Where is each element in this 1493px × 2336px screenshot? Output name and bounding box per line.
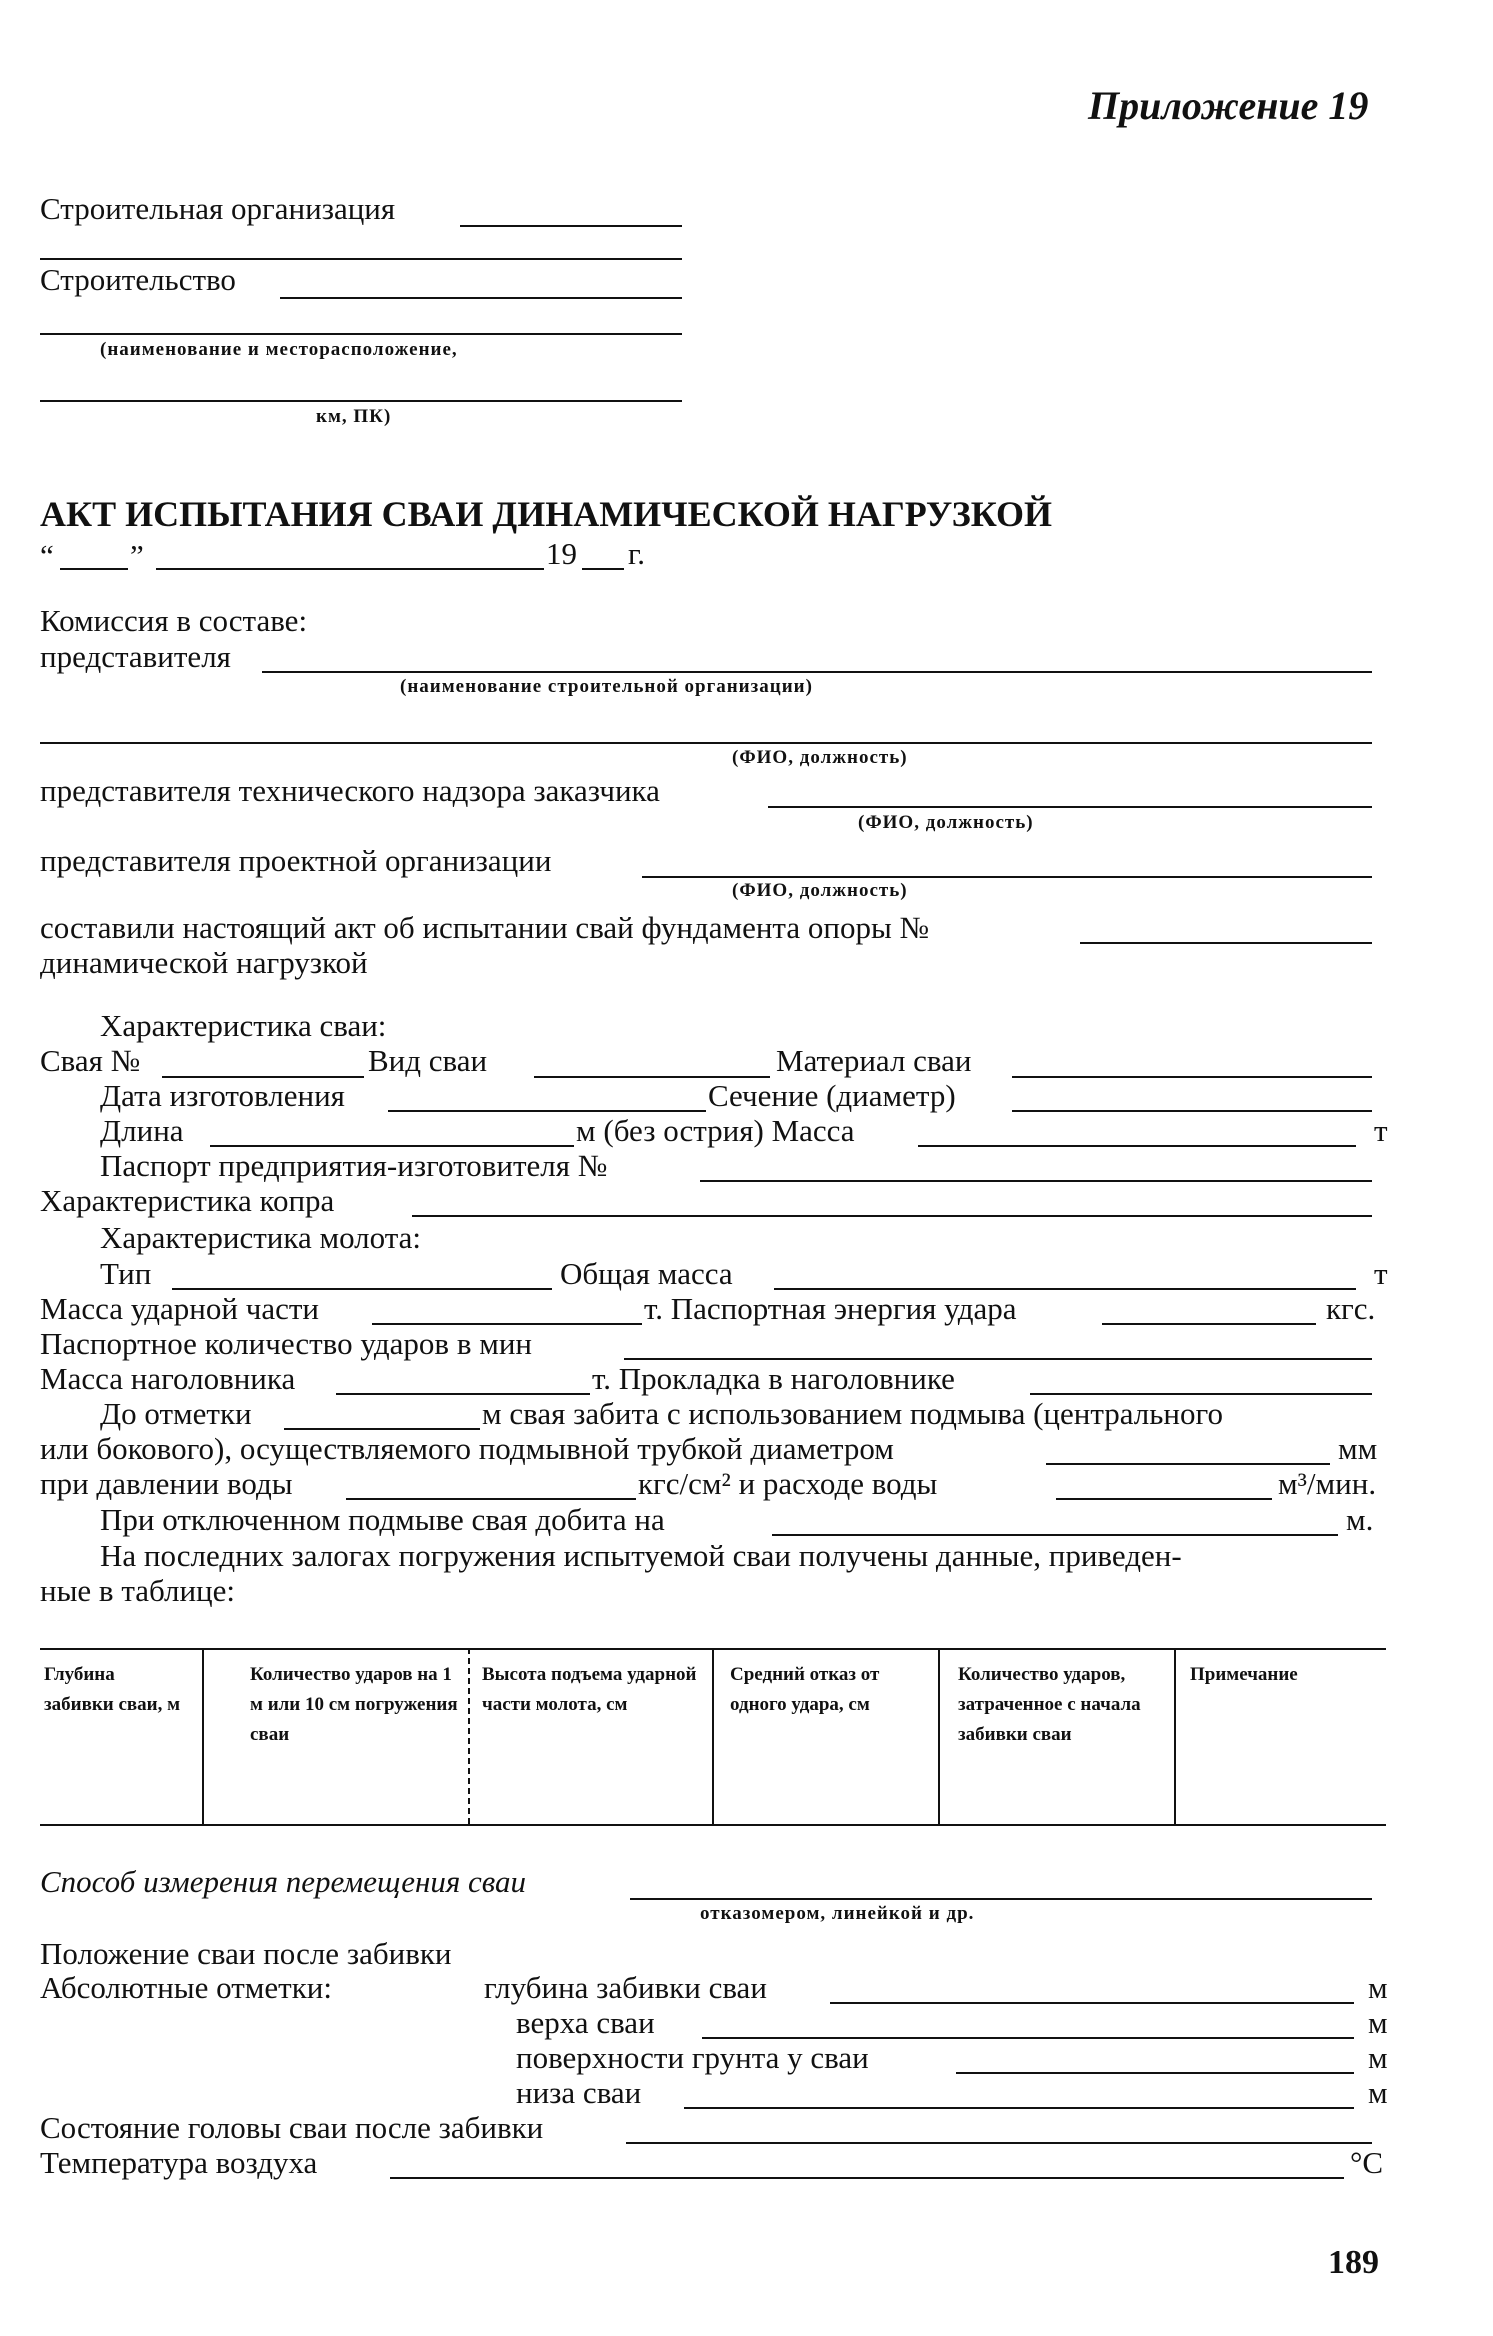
representative-fio-field[interactable] <box>40 742 1372 744</box>
tech-supervision-caption: (ФИО, должность) <box>858 812 1034 833</box>
design-org-label: представителя проектной организации <box>40 843 552 878</box>
pile-mass-unit: т <box>1374 1113 1388 1148</box>
water-flow-field[interactable] <box>1056 1498 1272 1500</box>
table-header-cell: Средний отказ от одного удара, см <box>730 1664 880 1715</box>
date-year-prefix: 19 <box>546 536 577 571</box>
table-header-cell: Количество ударов на 1 м или 10 см погружения сваи <box>250 1664 458 1745</box>
measure-method-label: Способ измерения перемещения сваи <box>40 1864 527 1899</box>
tube-diameter-field[interactable] <box>1046 1463 1330 1465</box>
org-field[interactable] <box>460 225 682 227</box>
support-number-field[interactable] <box>1080 942 1372 944</box>
hammer-energy-field[interactable] <box>1102 1323 1316 1325</box>
to-mark-label: До отметки <box>100 1396 252 1431</box>
hammer-energy-label: т. Паспортная энергия удара <box>644 1291 1017 1326</box>
hammer-type-label: Тип <box>100 1256 152 1291</box>
site-label: Строительство <box>40 262 236 297</box>
appendix-label: Приложение 19 <box>1088 83 1369 128</box>
pile-bottom-label: низа сваи <box>516 2075 642 2110</box>
depth-field[interactable] <box>830 2002 1354 2004</box>
striking-mass-field[interactable] <box>372 1323 642 1325</box>
head-state-label: Состояние головы сваи после забивки <box>40 2110 544 2145</box>
table-header-cell: Количество ударов, затраченное с начала забивки сваи <box>958 1664 1141 1745</box>
table-bottom-border <box>40 1824 1386 1826</box>
representative-fio-caption: (ФИО, должность) <box>732 747 908 768</box>
striking-mass-label: Масса ударной части <box>40 1291 319 1326</box>
depth-unit: м <box>1368 1970 1388 2005</box>
tech-supervision-field[interactable] <box>768 806 1372 808</box>
date-year-suffix: г. <box>628 536 645 571</box>
date-open-quote: “ <box>40 538 54 573</box>
measure-method-caption: отказомером, линейкой и др. <box>700 1903 975 1924</box>
date-day-field[interactable] <box>60 568 128 570</box>
site-field[interactable] <box>280 297 682 299</box>
representative-caption: (наименование строительной организации) <box>400 676 813 697</box>
table-col-divider <box>938 1648 940 1824</box>
pile-driver-label: Характеристика копра <box>40 1183 335 1218</box>
pile-passport-label: Паспорт предприятия-изготовителя № <box>100 1148 608 1183</box>
design-org-field[interactable] <box>642 876 1372 878</box>
table-col-divider <box>1174 1648 1176 1824</box>
hammer-type-field[interactable] <box>172 1288 552 1290</box>
pile-material-field[interactable] <box>1012 1076 1372 1078</box>
pile-length-unit: м (без острия) Масса <box>576 1113 855 1148</box>
pile-passport-field[interactable] <box>700 1180 1372 1182</box>
header-rule <box>40 258 682 260</box>
table-header-cell: Примечание <box>1190 1664 1298 1685</box>
water-pressure-label: при давлении воды <box>40 1466 293 1501</box>
cap-pad-field[interactable] <box>1030 1393 1372 1395</box>
document-title: АКТ ИСПЫТАНИЯ СВАИ ДИНАМИЧЕСКОЙ НАГРУЗКОЙ <box>40 494 1052 534</box>
representative-label: представителя <box>40 639 231 674</box>
site-field-3[interactable] <box>40 400 682 402</box>
site-caption-1: (наименование и месторасположение, <box>100 339 458 360</box>
table-header-cell: Глубина забивки сваи, м <box>44 1664 181 1715</box>
act-text: составили настоящий акт об испытании свай фундамента опоры № <box>40 910 930 945</box>
measure-method-field[interactable] <box>630 1898 1372 1900</box>
air-temp-unit: °С <box>1350 2145 1384 2180</box>
hammer-total-mass-field[interactable] <box>774 1288 1356 1290</box>
hammer-energy-unit: кгс. <box>1326 1291 1376 1326</box>
date-month-field[interactable] <box>156 568 544 570</box>
hammer-total-mass-label: Общая масса <box>560 1256 733 1291</box>
jetting-off-field[interactable] <box>772 1534 1338 1536</box>
page-number: 189 <box>1328 2244 1379 2281</box>
blows-per-minute-label: Паспортное количество ударов в мин <box>40 1326 533 1361</box>
tech-supervision-label: представителя технического надзора заказчика <box>40 773 660 808</box>
pile-top-field[interactable] <box>702 2037 1354 2039</box>
commission-label: Комиссия в составе: <box>40 603 308 638</box>
pile-driver-field[interactable] <box>412 1215 1372 1217</box>
pile-heading: Характеристика сваи: <box>100 1008 387 1043</box>
representative-field[interactable] <box>262 671 1372 673</box>
pile-mass-field[interactable] <box>918 1145 1356 1147</box>
pile-section-field[interactable] <box>1012 1110 1372 1112</box>
site-field-2[interactable] <box>40 333 682 335</box>
jetting-line-2: или бокового), осуществляемого подмывной трубкой диаметром <box>40 1431 894 1466</box>
pile-material-label: Материал сваи <box>776 1043 972 1078</box>
pile-position-label: Положение сваи после забивки <box>40 1936 452 1971</box>
pile-date-label: Дата изготовления <box>100 1078 345 1113</box>
absolute-marks-label: Абсолютные отметки: <box>40 1970 332 2005</box>
to-mark-field[interactable] <box>284 1428 480 1430</box>
blows-per-minute-field[interactable] <box>624 1358 1372 1360</box>
design-org-caption: (ФИО, должность) <box>732 880 908 901</box>
pile-length-field[interactable] <box>210 1145 574 1147</box>
org-label: Строительная организация <box>40 191 396 226</box>
air-temp-field[interactable] <box>390 2177 1344 2179</box>
pile-bottom-unit: м <box>1368 2075 1388 2110</box>
table-col-divider <box>712 1648 714 1824</box>
cap-mass-label: Масса наголовника <box>40 1361 296 1396</box>
date-year-field[interactable] <box>582 568 624 570</box>
water-pressure-unit: кгс/см² и расходе воды <box>638 1466 938 1501</box>
water-pressure-field[interactable] <box>346 1498 636 1500</box>
pile-bottom-field[interactable] <box>684 2107 1354 2109</box>
hammer-heading: Характеристика молота: <box>100 1220 422 1255</box>
tube-diameter-unit: мм <box>1338 1431 1378 1466</box>
ground-surface-unit: м <box>1368 2040 1388 2075</box>
jetting-off-label: При отключенном подмыве свая добита на <box>100 1502 665 1537</box>
act-text-2: динамической нагрузкой <box>40 945 368 980</box>
last-driving-text-2: ные в таблице: <box>40 1573 236 1608</box>
cap-pad-label: т. Прокладка в наголовнике <box>592 1361 955 1396</box>
site-caption-2: км, ПК) <box>316 406 392 427</box>
head-state-field[interactable] <box>626 2142 1372 2144</box>
pile-length-label: Длина <box>100 1113 184 1148</box>
pile-top-unit: м <box>1368 2005 1388 2040</box>
pile-top-label: верха сваи <box>516 2005 655 2040</box>
pile-type-label: Вид сваи <box>368 1043 488 1078</box>
jetting-off-unit: м. <box>1346 1502 1374 1537</box>
air-temp-label: Температура воздуха <box>40 2145 318 2180</box>
table-col-divider <box>468 1648 470 1824</box>
driving-data-table <box>40 1648 1386 1826</box>
ground-surface-label: поверхности грунта у сваи <box>516 2040 869 2075</box>
driven-text: м свая забита с использованием подмыва (центрального <box>482 1396 1223 1431</box>
pile-number-label: Свая № <box>40 1043 141 1078</box>
pile-date-field[interactable] <box>388 1110 706 1112</box>
water-flow-unit: м³/мин. <box>1278 1466 1377 1501</box>
date-close-quote: ” <box>130 538 144 573</box>
ground-surface-field[interactable] <box>956 2072 1354 2074</box>
depth-label: глубина забивки сваи <box>484 1970 767 2005</box>
table-col-divider <box>202 1648 204 1824</box>
hammer-total-mass-unit: т <box>1374 1256 1388 1291</box>
last-driving-text: На последних залогах погружения испытуемой сваи получены данные, приведен- <box>100 1538 1182 1573</box>
pile-section-label: Сечение (диаметр) <box>708 1078 956 1113</box>
table-header-cell: Высота подъема ударной части молота, см <box>482 1664 697 1715</box>
cap-mass-field[interactable] <box>336 1393 590 1395</box>
